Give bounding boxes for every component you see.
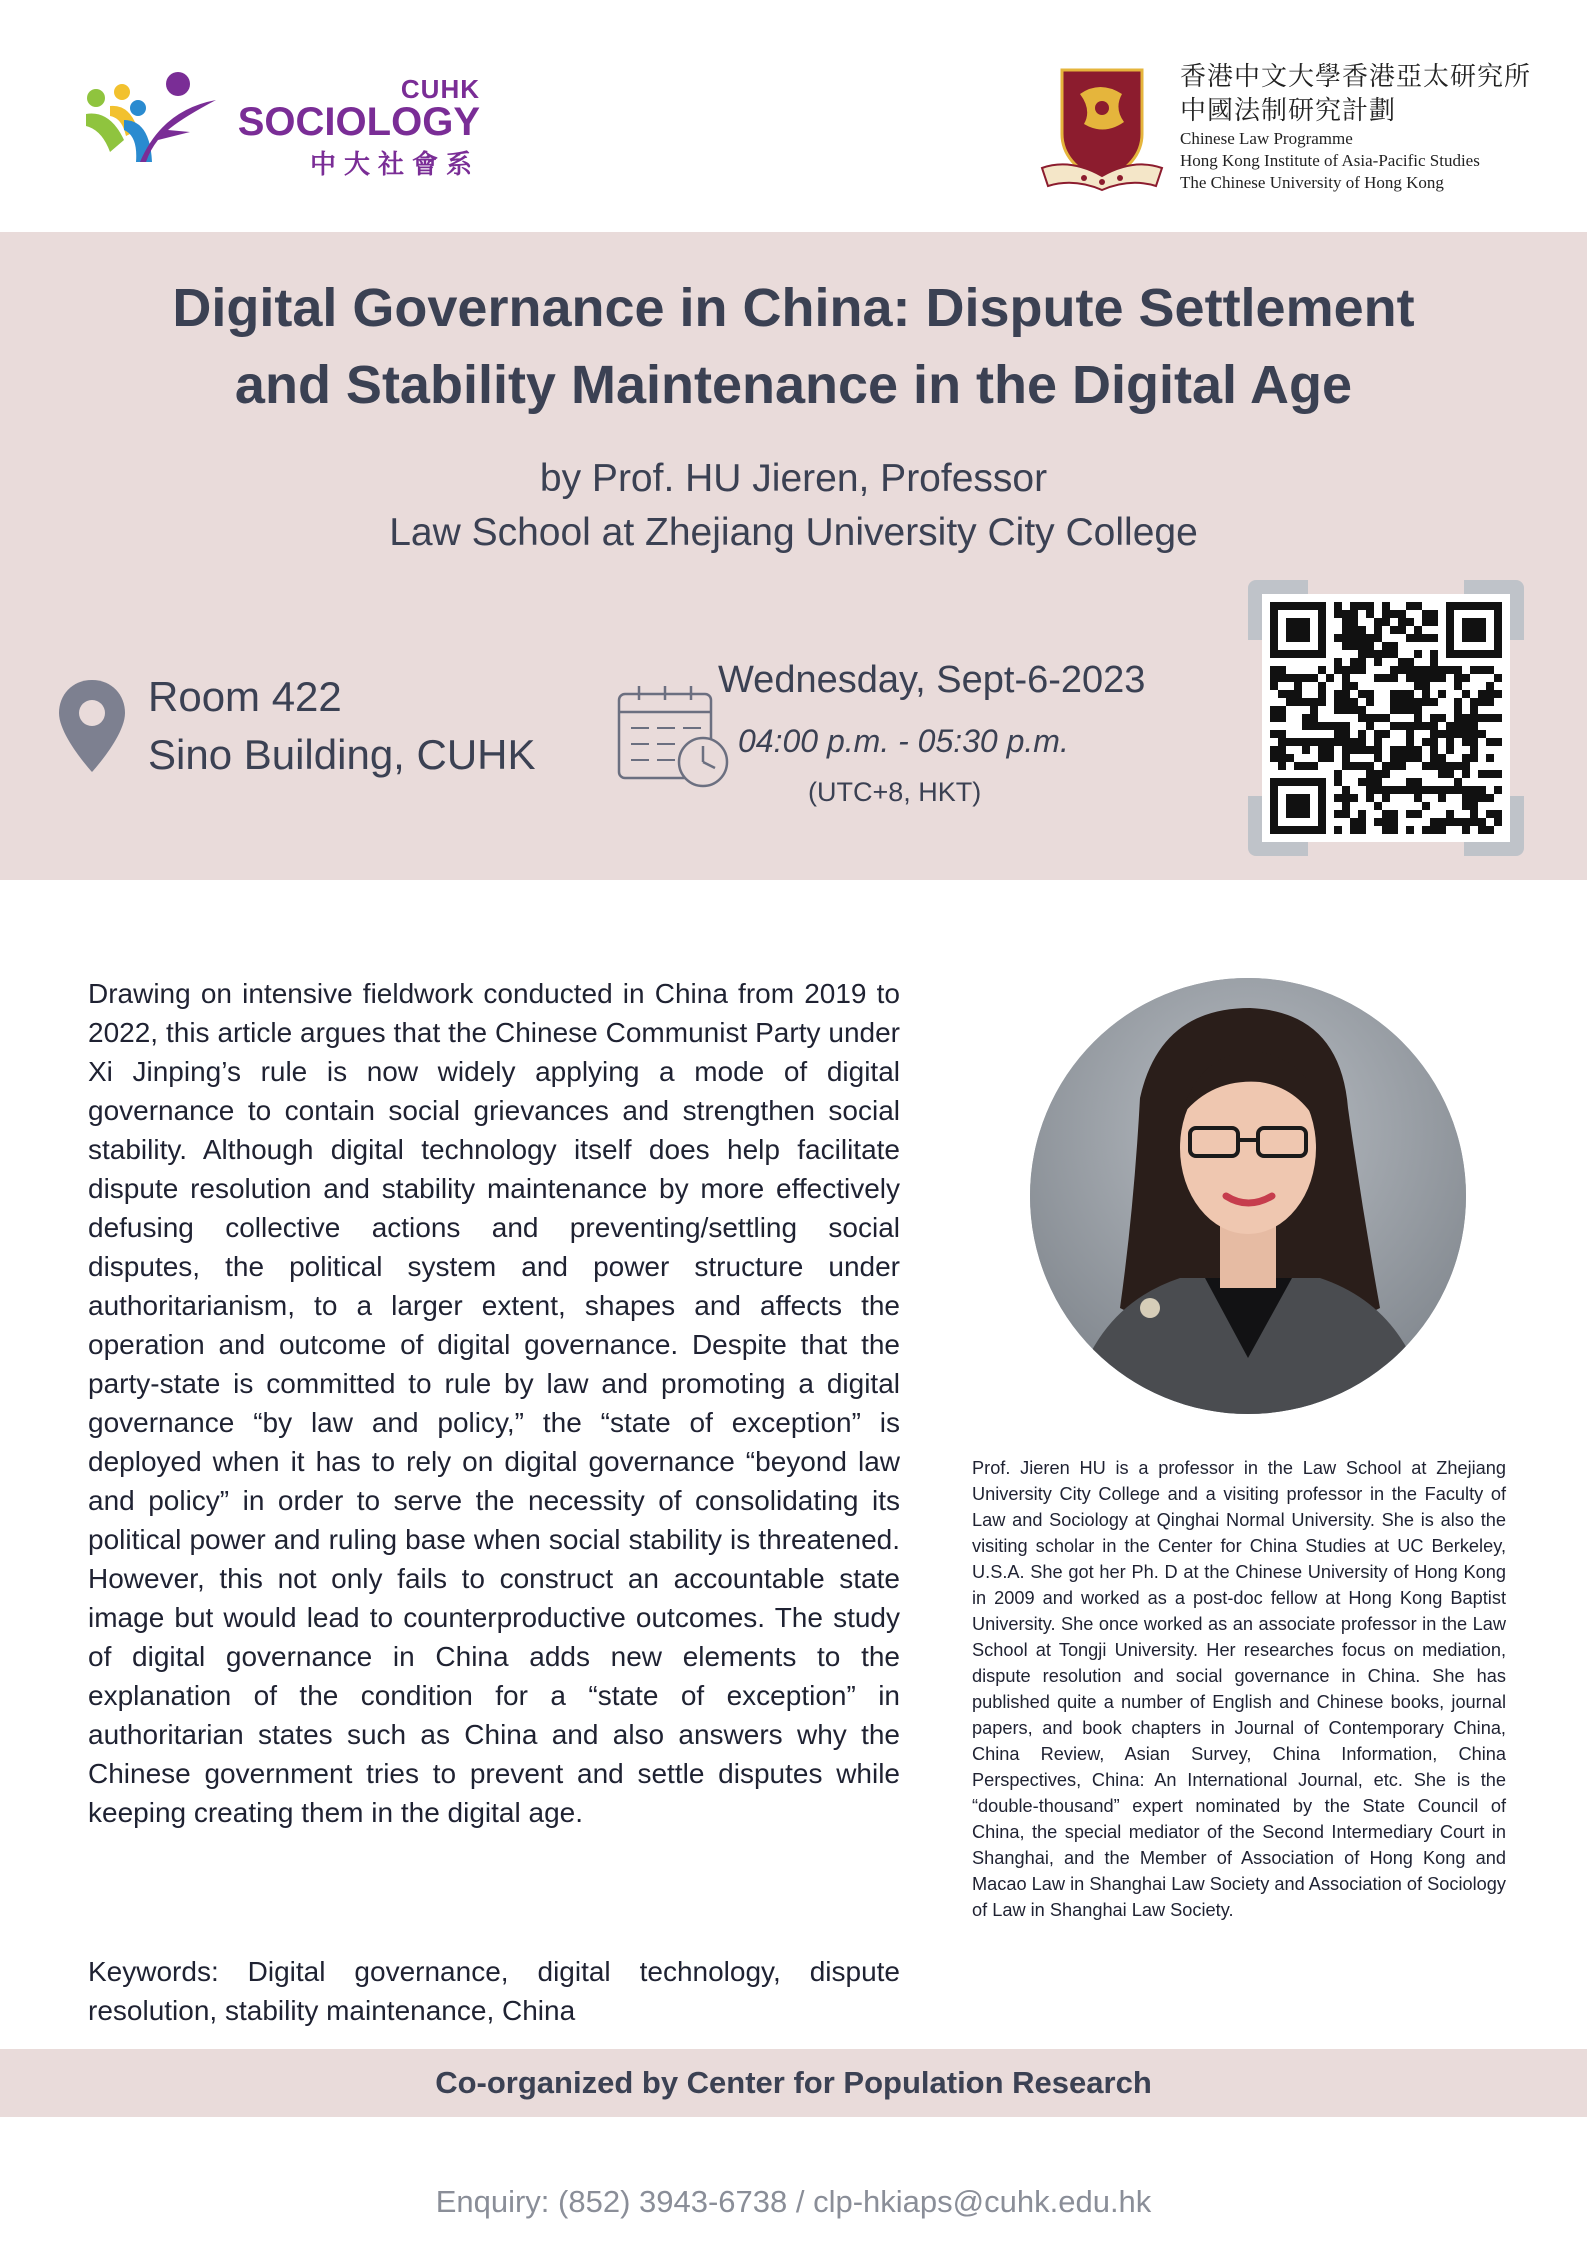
qr-frame-gap bbox=[1510, 640, 1524, 796]
clp-english-line-3: The Chinese University of Hong Kong bbox=[1180, 173, 1444, 192]
qr-code-icon bbox=[1262, 594, 1510, 842]
sociology-logo-top: CUHK bbox=[400, 74, 480, 104]
event-location bbox=[148, 668, 536, 784]
speaker-byline bbox=[60, 452, 1527, 560]
sociology-logo-chinese: 中大社會系 bbox=[309, 149, 480, 179]
sociology-logo-main: SOCIOLOGY bbox=[237, 100, 480, 144]
sociology-wordmark bbox=[237, 74, 480, 179]
event-timezone: (UTC+8, HKT) bbox=[808, 777, 982, 807]
speaker-photo-illustration bbox=[1030, 978, 1466, 1414]
event-title-line-2: and Stability Maintenance in the Digital Age bbox=[234, 355, 1353, 415]
chinese-law-programme-logo bbox=[1040, 60, 1540, 200]
speaker-line-1: by Prof. HU Jieren, Professor bbox=[539, 457, 1048, 500]
location-building: Sino Building, CUHK bbox=[148, 731, 536, 778]
enquiry-contact[interactable]: Enquiry: (852) 3943-6738 / clp-hkiaps@cuhk.edu.hk bbox=[435, 2184, 1152, 2219]
speaker-bio: Prof. Jieren HU is a professor in the Law School at Zhejiang University City College and a visiting professor in the Faculty of Law and Sociology at Qinghai Normal University. She is also the visiting scholar in the Center for China Studies at UC Berkeley, U.S.A. She got her Ph. D at the Chinese University of Hong Kong in 2009 and worked as a post-doc fellow at Hong Kong Baptist University. She once worked as an associate professor in the Law School at Tongji University. Her researches focus on mediation, dispute resolution and social governance in China. She has published quite a number of English and Chinese books, journal papers, and book chapters in Journal of Contemporary China, China Review, Asian Survey, China Information, China Perspectives, China: An International Journal, etc. She is the “double-thousand” expert nominated by the State Council of China, the special mediator of the Second Intermediary Court in Shanghai, and the Member of Association of Hong Kong and Macao Law in Shanghai Law Society and Association of Sociology of Law in Shanghai Law Society. bbox=[972, 1458, 1506, 1920]
event-title bbox=[60, 270, 1527, 424]
coorganizer-banner: Co-organized by Center for Population Research bbox=[0, 2049, 1587, 2117]
qr-code-frame[interactable] bbox=[1248, 580, 1524, 856]
abstract-text: Drawing on intensive fieldwork conducted in China from 2019 to 2022, this article argues that the Chinese Communist Party under Xi Jinping’s rule is now widely applying a mode of digital governance to contain social grievances and strengthen social stability. Although digital technology itself does help facilitate dispute resolution and stability maintenance by more effectively defusing collective actions and preventing/settling social disputes, the political system and power structure under authoritarianism, to a larger extent, shapes and affects the operation and outcome of digital governance. Despite that the party-state is committed to rule by law and promoting a digital governance “by law and policy,” the “state of exception” is deployed when it has to rely on digital governance “beyond law and policy” in order to serve the necessity of consolidating its political power and ruling base when social stability is threatened. However, this not only fails to construct an accountable state image but would lead to counterproductive outcomes. The study of digital governance in China adds new elements to the explanation of the condition for a “state of exception” in authoritarian states such as China and also answers why the Chinese government tries to prevent and settle disputes while keeping creating them in the digital age. bbox=[88, 978, 900, 1828]
clp-english-line-2: Hong Kong Institute of Asia-Pacific Studies bbox=[1180, 151, 1480, 170]
qr-frame-gap bbox=[1248, 640, 1262, 796]
keywords-text: Keywords: Digital governance, digital technology, dispute resolution, stability maintenance, China bbox=[88, 1956, 900, 2026]
qr-frame-gap bbox=[1308, 580, 1464, 594]
speaker-portrait bbox=[1030, 978, 1466, 1414]
cuhk-sociology-logo bbox=[80, 70, 480, 179]
clp-chinese-line-1: 香港中文大學香港亞太研究所 bbox=[1180, 62, 1532, 91]
clp-english-line-1: Chinese Law Programme bbox=[1180, 129, 1353, 148]
location-pin-icon bbox=[54, 676, 130, 776]
speaker-line-2: Law School at Zhejiang University City College bbox=[389, 511, 1198, 554]
calendar-clock-icon bbox=[615, 684, 735, 792]
event-title-line-1: Digital Governance in China: Dispute Settlement bbox=[172, 278, 1415, 338]
qr-frame-gap bbox=[1308, 842, 1464, 856]
event-date: Wednesday, Sept-6-2023 bbox=[718, 659, 1146, 701]
clp-logo-text bbox=[1180, 60, 1560, 194]
event-info-band bbox=[0, 232, 1587, 880]
event-time: 04:00 p.m. - 05:30 p.m. bbox=[738, 723, 1069, 759]
location-room: Room 422 bbox=[148, 673, 342, 720]
sociology-figures-icon bbox=[80, 70, 220, 170]
clp-chinese-line-2: 中國法制研究計劃 bbox=[1180, 96, 1397, 125]
header bbox=[0, 0, 1587, 232]
qr-code[interactable] bbox=[1262, 594, 1510, 842]
cuhk-crest-icon bbox=[1040, 64, 1164, 196]
